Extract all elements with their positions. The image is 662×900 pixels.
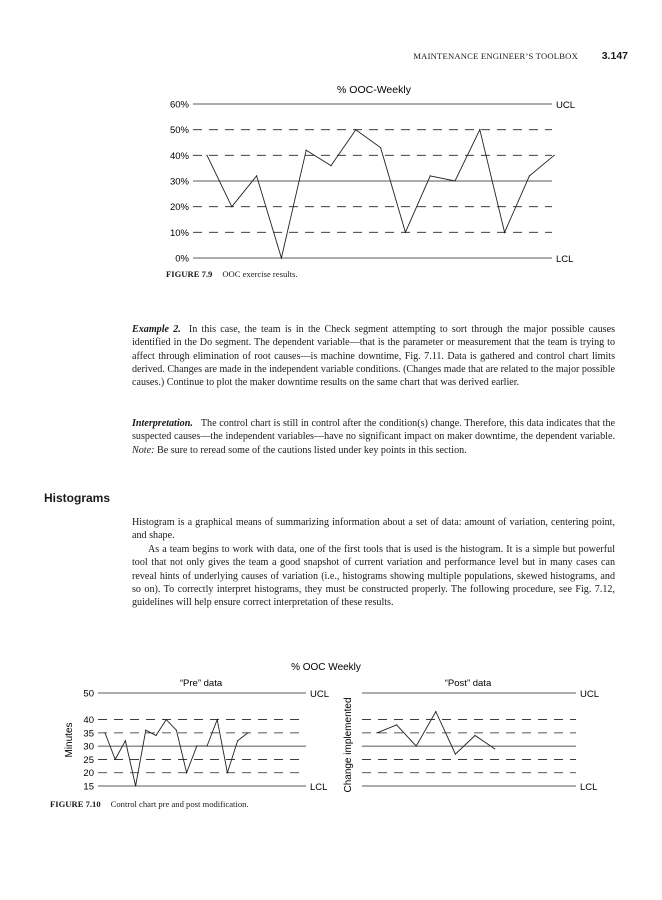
data-point xyxy=(196,746,197,747)
ucl-label: UCL xyxy=(310,689,330,700)
histograms-paragraph-2: As a team begins to work with data, one of the first tools that is used is the histogram. It is a simple but powerful tool that not only gives the team a good snapshot of current variation and performance level but in many cases can reveal hints of underlying causes of variation (i.e., histograms showing multiple populations, skewed histograms, and so on). To correctly interpret histograms, they must be constructed properly. The following procedure, see Fig. 7.12, guidelines will help ensure correct interpretation of these results. xyxy=(132,544,615,609)
ucl-label: UCL xyxy=(580,689,600,700)
y-tick-label: 35 xyxy=(83,728,94,740)
page-number: 3.147 xyxy=(601,50,628,62)
data-point xyxy=(135,785,136,786)
lcl-label: LCL xyxy=(310,782,328,793)
data-point xyxy=(176,730,177,731)
histograms-paragraph-1: Histogram is a graphical means of summarizing information about a set of data: amount of variation, centering point, and shape. xyxy=(132,517,615,542)
data-point xyxy=(104,732,105,733)
data-point xyxy=(474,735,475,736)
interpretation-lead: Interpretation. xyxy=(132,418,193,429)
y-tick-label: 15 xyxy=(83,781,94,793)
chart-title: % OOC Weekly xyxy=(291,662,361,673)
figure-7-9-label: FIGURE 7.9 xyxy=(166,269,213,279)
interpretation-note-label: Note: xyxy=(132,444,155,456)
y-axis-label: Minutes xyxy=(64,722,75,758)
data-series-line xyxy=(105,720,248,786)
y-tick-label: 40% xyxy=(169,150,189,162)
data-point xyxy=(237,740,238,741)
data-point xyxy=(376,732,377,733)
chart-title: % OOC-Weekly xyxy=(337,84,411,96)
y-tick-label: 20 xyxy=(83,768,94,780)
y-tick-label: 40 xyxy=(83,715,94,727)
data-point xyxy=(155,735,156,736)
y-tick-label: 20% xyxy=(169,202,189,214)
y-axis-label: Change implemented xyxy=(343,697,354,793)
figure-7-10-caption-text: Control chart pre and post modification. xyxy=(110,799,249,809)
data-point xyxy=(227,772,228,773)
post-panel-title: “Post” data xyxy=(444,678,492,689)
y-tick-label: 50% xyxy=(169,125,189,137)
data-point xyxy=(206,746,207,747)
y-tick-label: 60% xyxy=(169,99,189,111)
data-point xyxy=(494,748,495,749)
ucl-label: UCL xyxy=(556,100,576,111)
data-point xyxy=(166,719,167,720)
figure-7-9-caption-text: OOC exercise results. xyxy=(222,269,298,279)
data-point xyxy=(247,732,248,733)
y-tick-label: 0% xyxy=(175,253,189,265)
pre-panel-title: “Pre” data xyxy=(179,678,223,689)
y-tick-label: 30 xyxy=(83,741,94,753)
running-head-title: MAINTENANCE ENGINEER’S TOOLBOX xyxy=(413,51,578,61)
data-point xyxy=(217,719,218,720)
figure-7-10-label: FIGURE 7.10 xyxy=(50,799,101,809)
interpretation-note-text: Be sure to reread some of the cautions listed under key points in this section. xyxy=(156,444,467,456)
data-point xyxy=(186,772,187,773)
histograms-heading: Histograms xyxy=(44,491,111,505)
example-2-lead: Example 2. xyxy=(132,324,181,335)
data-point xyxy=(435,711,436,712)
y-tick-label: 25 xyxy=(83,754,94,766)
data-point xyxy=(125,740,126,741)
example-2-text: In this case, the team is in the Check segment attempting to sort through the major possible causes identified in the Do segment. The dependent variable—that is the parameter or measurement that the team is trying to affect through elimination of root causes—is machine downtime, Fig. 7.11. Data is gathered and control chart limits derived. Changes are made in the independent variable conditions. (Changes made that are related to the major possible causes.) Continue to plot the maker downtime results on the same chart that was derived earlier. xyxy=(132,324,615,389)
data-point xyxy=(115,759,116,760)
lcl-label: LCL xyxy=(580,782,598,793)
figure-7-10-caption xyxy=(50,799,249,809)
y-tick-label: 50 xyxy=(83,688,94,700)
y-tick-label: 30% xyxy=(169,176,189,188)
lcl-label: LCL xyxy=(556,254,574,265)
data-point xyxy=(145,730,146,731)
data-point xyxy=(455,754,456,755)
data-point xyxy=(416,746,417,747)
data-point xyxy=(396,724,397,725)
interpretation-text: The control chart is still in control after the condition(s) change. Therefore, this data indicates that the suspected causes—the independent variables—have no significant impact on maker downtime, the dependent variable. xyxy=(132,418,615,443)
y-tick-label: 10% xyxy=(169,227,189,239)
